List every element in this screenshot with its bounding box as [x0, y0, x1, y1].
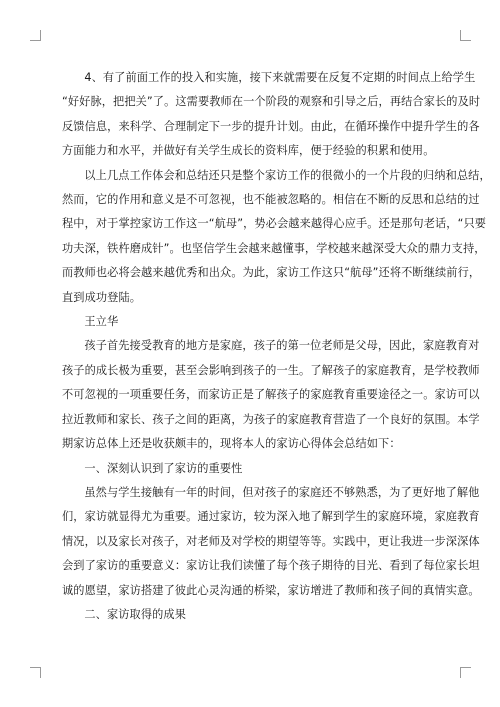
- text-line: 二、家访取得的成果: [84, 607, 186, 621]
- page-corner-mark-top-left: [30, 30, 41, 41]
- text-line: 以上几点工作体会和总结还只是整个家访工作的很微小的一个片段的归纳和总结，: [84, 168, 491, 182]
- text-line: 王立华: [84, 315, 119, 329]
- text-line: 一、深刻认识到了家访的重要性: [84, 461, 243, 475]
- text-line: 然而，它的作用和意义是不可忽视，也不能被忽略的。相信在不断的反思和总结的过: [62, 193, 480, 207]
- page-corner-mark-bottom-right: [460, 667, 471, 678]
- text-line: 直到成功登陆。: [62, 290, 142, 304]
- text-line: 程中，对于掌控家访工作这一“航母”，势必会越来越得心应手。还是那句老话，“只要: [62, 217, 487, 231]
- paragraph-step-4: [62, 66, 481, 164]
- text-line: 诚的愿望，家访搭建了彼此心灵沟通的桥梁，家访增进了教师和孩子间的真情实意。: [62, 583, 480, 597]
- text-line: 们，家访就显得尤为重要。通过家访，较为深入地了解到学生的家庭环境，家庭教育: [62, 510, 480, 524]
- page-corner-mark-bottom-left: [30, 667, 41, 678]
- text-line: 而教师也必将会越来越优秀和出众。为此，家访工作这只“航母”还将不断继续前行，: [62, 266, 481, 280]
- text-line: 拉近教师和家长、孩子之间的距离，为孩子的家庭教育营造了一个良好的氛围。本学: [62, 412, 480, 426]
- paragraph-summary: [62, 164, 491, 310]
- text-line: 孩子首先接受教育的地方是家庭，孩子的第一位老师是父母，因此，家庭教育对: [84, 339, 480, 353]
- author-name: [62, 310, 446, 334]
- text-line: 虽然与学生接触有一年的时间，但对孩子的家庭还不够熟悉，为了更好地了解他: [84, 485, 480, 499]
- page-corner-mark-top-right: [460, 30, 471, 41]
- text-line: 4、有了前面工作的投入和实施，接下来就需要在反复不定期的时间点上给学生: [84, 71, 476, 84]
- text-line: 会到了家访的重要意义：家访让我们读懂了每个孩子期待的目光、看到了每位家长坦: [62, 559, 480, 573]
- paragraph-intro: [62, 334, 480, 456]
- text-line: 期家访总体上还是收获颇丰的，现将本人的家访心得体会总结如下：: [62, 437, 401, 451]
- paragraph-importance: [62, 481, 480, 603]
- text-line: 反馈信息，来科学、合理制定下一步的提升计划。由此，在循环操作中提升学生的各: [62, 119, 480, 133]
- text-line: 不可忽视的一项重要任务，而家访正是了解孩子的家庭教育重要途径之一。家访可以: [62, 388, 480, 402]
- document-body: [62, 66, 491, 627]
- text-line: 方面能力和水平，并做好有关学生成长的资料库，便于经验的积累和使用。: [62, 144, 435, 158]
- text-line: 情况，以及家长对孩子，对老师及对学校的期望等等。实践中，更让我进一步深深体: [62, 534, 480, 548]
- text-line: “好好脉，把把关”了。这需要教师在一个阶段的观察和引导之后，再结合家长的及时: [62, 95, 481, 109]
- text-line: 孩子的成长极为重要，甚至会影响到孩子的一生。了解孩子的家庭教育，是学校教师: [62, 363, 480, 377]
- section-heading-1: [62, 457, 446, 481]
- section-heading-2: [62, 603, 446, 627]
- text-line: 功夫深，铁杵磨成针”。也坚信学生会越来越懂事，学校越来越深受大众的鼎力支持，: [62, 241, 486, 255]
